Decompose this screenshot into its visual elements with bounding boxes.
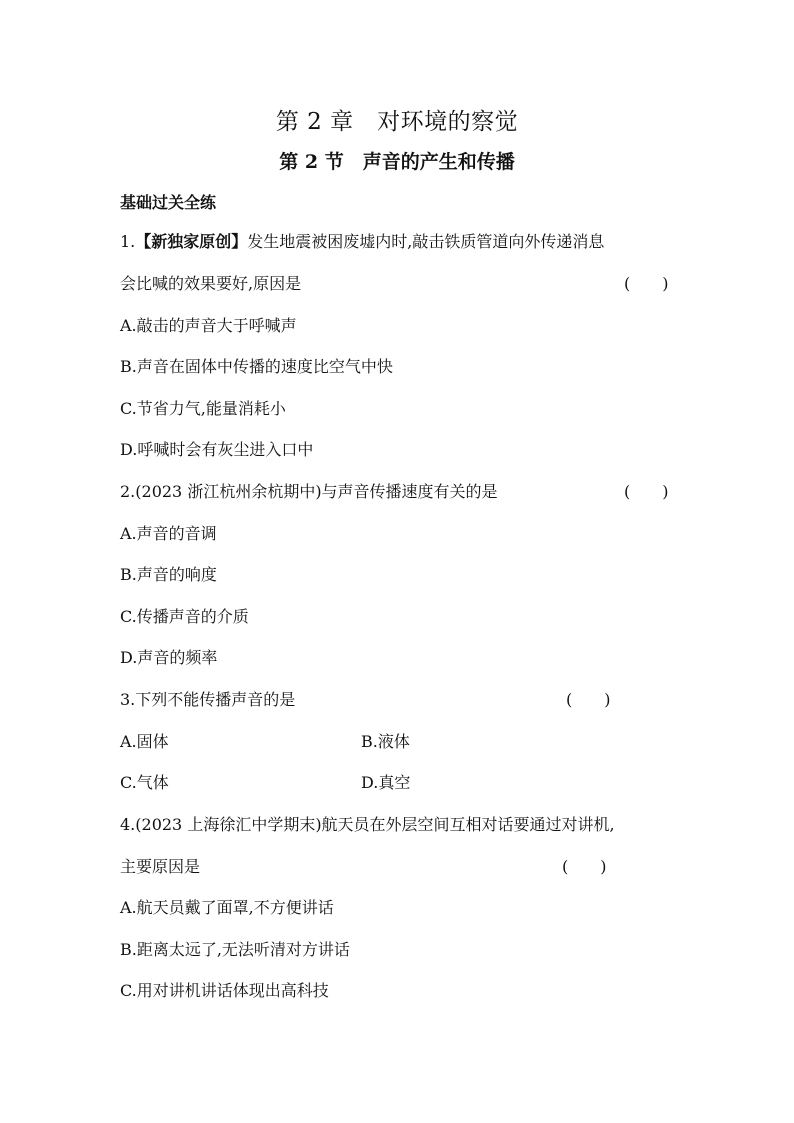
question-2-line-1 [120, 482, 498, 502]
question-2-option-d: D.声音的频率 [120, 648, 218, 667]
question-3-option-d: D.真空 [361, 773, 411, 792]
question-3-option-a: A.固体 [120, 732, 169, 751]
question-4-option-b: B.距离太远了,无法听清对方讲话 [120, 940, 350, 959]
question-4-answer-bracket: ( ) [562, 857, 607, 876]
question-2-option-c: C.传播声音的介质 [120, 607, 249, 626]
question-3-number: 3. [120, 690, 136, 709]
question-1-number: 1. [120, 232, 136, 251]
question-1-line-2: 会比喊的效果要好,原因是 [120, 274, 302, 293]
exercise-heading: 基础过关全练 [120, 193, 217, 212]
question-2-option-b: B.声音的响度 [120, 565, 217, 584]
question-1-tag: 【新独家原创】 [135, 232, 248, 251]
question-1-line-1 [120, 232, 604, 252]
chapter-title: 第 2 章 对环境的察觉 [275, 109, 519, 135]
question-1-option-a: A.敲击的声音大于呼喊声 [120, 316, 297, 335]
question-3-stem: 下列不能传播声音的是 [135, 690, 296, 709]
question-1-stem: 发生地震被困废墟内时,敲击铁质管道向外传递消息 [247, 232, 605, 251]
question-1-option-d: D.呼喊时会有灰尘进入口中 [120, 440, 314, 459]
question-2-option-a: A.声音的音调 [120, 524, 217, 543]
question-3-line-1 [120, 690, 295, 710]
question-1-answer-bracket: ( ) [624, 274, 669, 293]
question-3-answer-bracket: ( ) [566, 690, 611, 709]
question-4-stem: (2023 上海徐汇中学期末)航天员在外层空间互相对话要通过对讲机, [135, 815, 615, 834]
question-2-answer-bracket: ( ) [624, 482, 669, 501]
question-4-line-2: 主要原因是 [120, 857, 201, 876]
question-4-option-c: C.用对讲机讲话体现出高科技 [120, 981, 329, 1000]
question-3-option-c: C.气体 [120, 773, 169, 792]
question-3-option-b: B.液体 [361, 732, 410, 751]
question-4-number: 4. [120, 815, 136, 834]
question-4-line-1 [120, 815, 615, 835]
section-title: 第 2 节 声音的产生和传播 [279, 151, 515, 173]
question-1-option-b: B.声音在固体中传播的速度比空气中快 [120, 357, 393, 376]
question-4-option-a: A.航天员戴了面罩,不方便讲话 [120, 898, 334, 917]
question-2-stem: (2023 浙江杭州余杭期中)与声音传播速度有关的是 [135, 482, 498, 501]
question-2-number: 2. [120, 482, 136, 501]
question-1-option-c: C.节省力气,能量消耗小 [120, 399, 286, 418]
